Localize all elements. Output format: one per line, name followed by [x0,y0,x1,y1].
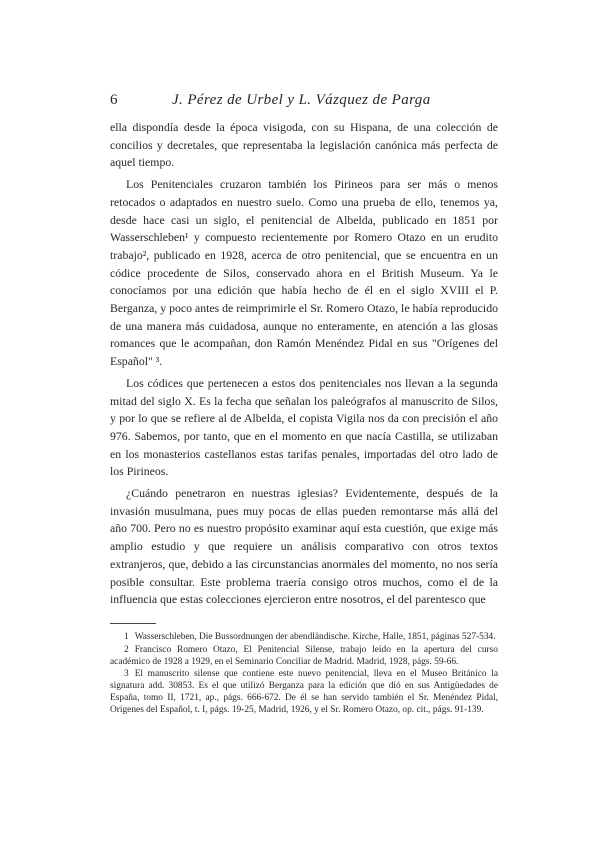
footnote-number: 3 [124,669,129,680]
footnote-divider [110,623,156,624]
paragraph-2: Los Penitenciales cruzaron también los Pirineos para ser más o menos retocados o adaptados en nuestro suelo. Como una prueba de ello, tenemos ya, desde hace casi un siglo, el penitencial de Albelda, publicado en 1851 por Wasserschleben¹ y compuesto recientemente por Romero Otazo en un erudito trabajo², publicado en 1928, acerca de otro penitencial, que se encuentra en un códice procedente de Silos, conservado ahora en el British Museum. Ya le conocíamos por una edición que había hecho de él en el siglo XVIII el P. Berganza, y poco antes de reimprimirle el Sr. Romero Otazo, le había reproducido de una manera más cuidadosa, aunque no enteramente, en atención a las glosas romances que le acompañan, don Ramón Menéndez Pidal en sus "Orígenes del Español" ³. [110,177,498,369]
footnote-number: 1 [124,632,129,642]
paragraph-3: Los códices que pertenecen a estos dos penitenciales nos llevan a la segunda mitad del siglo X. Es la fecha que señalan los paleógrafos al manuscrito de Silos, y por lo que se refiere al de Albelda, el copista Vigila nos da con precisión el año 976. Sabemos, por tanto, que en el momento en que nacía Castilla, se utilizaban en los monasterios castellanos estas tarifas penales, importadas del otro lado de los Pirineos. [110,375,498,479]
footnote-2 [110,645,498,669]
paragraph-4: ¿Cuándo penetraron en nuestras iglesias? Evidentemente, después de la invasión musulmana, pues muy pocas de ellas pueden remontarse más allá del año 700. Pero no es nuestro propósito examinar aquí esta cuestión, que exige más amplio estudio y que requiere un análisis comparativo con otros textos extranjeros, que, debido a las circunstancias anormales del momento, no nos sería posible consultar. Este problema traería consigo otros muchos, como el de la influencia que estas colecciones ejercieron entre nosotros, el del parentesco que [110,486,498,607]
body-text [110,119,498,609]
footnote-number: 2 [124,644,129,655]
footnote-1 [110,632,498,644]
footnote-text: Wasserschleben, Die Bussordnungen der abendländische. Kirche, Halle, 1851, páginas 527-534. [134,632,496,642]
footnote-text: El manuscrito silense que contiene este nuevo penitencial, lleva en el Museo Británico la signatura add. 30853. Es el que utilizó Berganza para la edición que dió en sus Antigüedades de España, tomo II, 1721, ap., págs. 666-672. De él se han servido también el Sr. Menéndez Pidal, Orígenes del Español, t. I, págs. 19-25, Madrid, 1926, y el Sr. Romero Otazo, op. cit., págs. 91-139. [110,669,498,715]
page-number: 6 [110,92,118,108]
page-header [110,92,500,112]
footnote-text: Francisco Romero Otazo, El Penitencial Silense, trabajo leído en la apertura del curso académico de 1928 a 1929, en el Seminario Conciliar de Madrid. Madrid, 1928, págs. 59-66. [110,644,498,667]
footnote-3 [110,669,498,716]
paragraph-1: ella dispondía desde la época visigoda, con su Hispana, de una colección de concilios y decretales, que representaba la legislación canónica más perfecta de aquel tiempo. [110,120,498,170]
footnotes [110,632,498,717]
running-head: J. Pérez de Urbel y L. Vázquez de Parga [172,92,431,108]
